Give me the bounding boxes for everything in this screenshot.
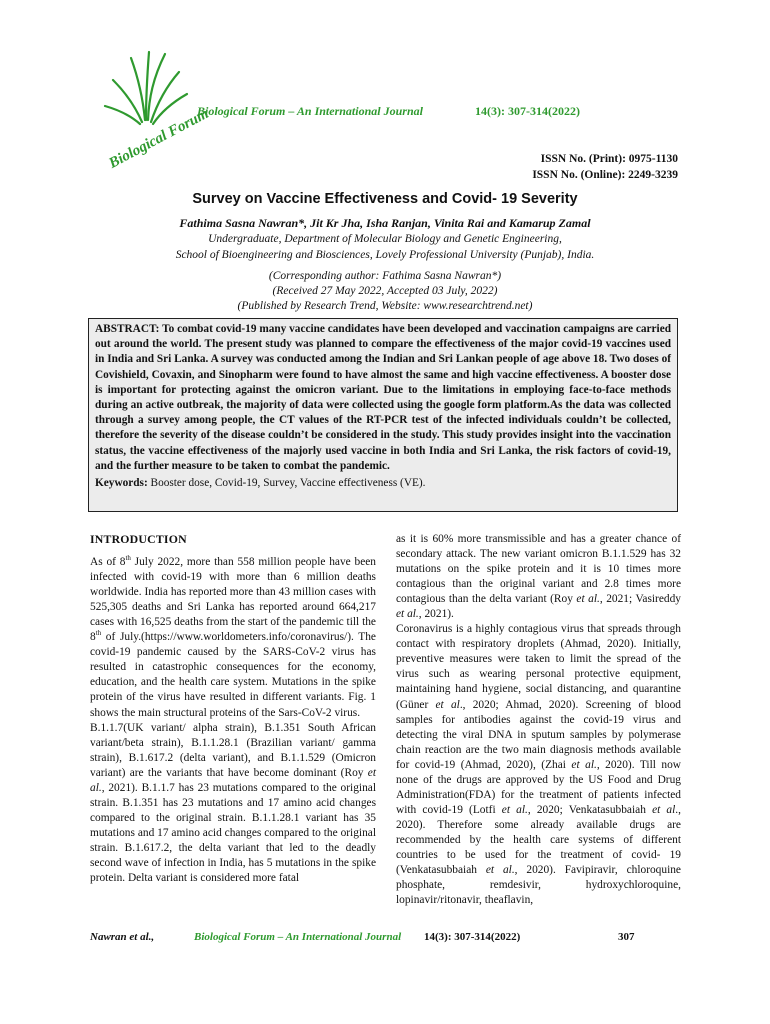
received-accepted-dates: (Received 27 May 2022, Accepted 03 July, 2022) [272,285,498,297]
affiliation-line-1: Undergraduate, Department of Molecular Biology and Genetic Engineering, [208,233,562,245]
issn-online: ISSN No. (Online): 2249-3239 [532,169,678,181]
affiliation-line-2: School of Bioengineering and Biosciences, Lovely Professional University (Punjab), India. [175,249,595,261]
footer-authors: Nawran et al., [90,931,155,943]
intro-paragraph-1: As of 8th July 2022, more than 558 million people have been infected with covid-19 with more than 6 million deaths worldwide. India has reported more than 43 million cases with 525,305 deaths and Sri Lanka has reported around 664,217 cases with 16,525 deaths from the start of the pandemic till the 8th of July.(https://www.worldometers.info/coronavirus/). The covid-19 pandemic caused by the SARS-CoV-2 virus has resulted in catastrophic consequences for the economy, education, and the health care system. Mutations in the spike protein of the virus have resulted in different variants. Fig. 1 shows the main structural proteins of the Sars-CoV-2 virus. [90,554,377,719]
left-column [90,532,376,886]
journal-logo [95,50,212,172]
intro-paragraph-2: B.1.1.7(UK variant/ alpha strain), B.1.351 South African variant/beta strain), B.1.1.28.1 (Brazilian variant/ gamma strain), B.1.617.2 (delta variant), and B.1.1.529 (Omicron variant) are the variants that have become dominant (Roy et al., 2021). B.1.1.7 has 23 mutations compared to the original strain. B.1.351 has 23 mutations and 17 amino acid changes compared to the original strain. B.1.1.28.1 variant has 35 mutations and 17 amino acid changes compared to the original strain. B.1.617.2, the delta variant that led to the deadly second wave of infection in India, has 5 mutations in the spike protein. Delta variant is considered more fatal [90,721,376,885]
issn-print: ISSN No. (Print): 0975-1130 [540,153,678,165]
right-column [396,532,681,908]
footer-journal: Biological Forum – An International Journal [194,931,402,943]
intro-paragraph-4: Coronavirus is a highly contagious virus that spreads through contact with respiratory droplets (Ahmad, 2020). Initially, preventive measures were taken to limit the spread of the virus such as wearing personal protective equipment, maintaining hand hygiene, social distancing, and quarantine (Güner et al., 2020; Ahmad, 2020). Screening of blood samples for antibodies against the covid-19 virus and detecting the viral DNA in sputum samples by polymerase chain reaction are the two main diagnosis methods available for covid-19 (Ahmad, 2020), (Zhai et al., 2020). Till now none of the drugs are approved by the US Food and Drug Administration(FDA) for the treatment of patients infected with covid-19 (Lotfi et al., 2020; Venkatasubbaiah et al., 2020). Therefore some already available drugs are recommended by the health care systems of different countries to be used for the treatment of covid- 19 (Venkatasubbaiah et al., 2020). Favipiravir, chloroquine phosphate, remdesivir, hydroxychloroquine, lopinavir/ritonavir, theaflavin, [396,623,681,907]
article-title: Survey on Vaccine Effectiveness and Covid- 19 Severity [192,191,578,207]
publisher-line: (Published by Research Trend, Website: www.researchtrend.net) [237,300,533,312]
keywords-list: Booster dose, Covid-19, Survey, Vaccine effectiveness (VE). [147,477,426,490]
issn-block [532,151,678,183]
introduction-heading: INTRODUCTION [90,532,187,546]
keywords-line [95,477,671,489]
journal-name-header: Biological Forum – An International Journal [197,104,423,118]
keywords-label: Keywords: [95,477,148,490]
intro-paragraph-3: as it is 60% more transmissible and has a greater chance of secondary attack. The new variant omicron B.1.1.529 has 32 mutations on the spike protein and it is 10 times more contagious than the original variant and 2.8 times more contagious than the delta variant (Roy et al., 2021; Vasireddy et al., 2021). [396,533,681,621]
footer-volume: 14(3): 307-314(2022) [424,931,521,943]
volume-header: 14(3): 307-314(2022) [475,104,580,118]
logo-lettering: Biological Forum [106,105,212,172]
author-list: Fathima Sasna Nawran*, Jit Kr Jha, Isha Ranjan, Vinita Rai and Kamarup Zamal [179,216,591,230]
page-number: 307 [618,931,635,943]
corresponding-author: (Corresponding author: Fathima Sasna Nawran*) [268,270,502,282]
abstract-text: ABSTRACT: To combat covid-19 many vaccine candidates have been developed and vaccination campaigns are carried out around the world. The present study was planned to compare the effectiveness of the major covid-19 vaccines used in India and Sri Lanka. A survey was conducted among the Indian and Sri Lankan people of age above 18. Two doses of Covishield, Covaxin, and Sinopharm were found to have almost the same and high vaccine effectiveness. A booster dose is important for protecting against the omicron variant. Due to the limitations in employing face-to-face methods during an active outbreak, the majority of data were collected using the google form platform.As the data was collected through a survey among people, the CT values of the RT-PCR test of the infected individuals couldn’t be collected, therefore the severity of the disease couldn’t be considered in the study. This study provides insight into the vaccination status, the vaccine effectiveness of the majorly used vaccine in both India and Sri Lanka, the risk factors of covid-19, and the further measure to be taken to combat the pandemic. [95,323,671,472]
abstract-box [88,318,678,512]
